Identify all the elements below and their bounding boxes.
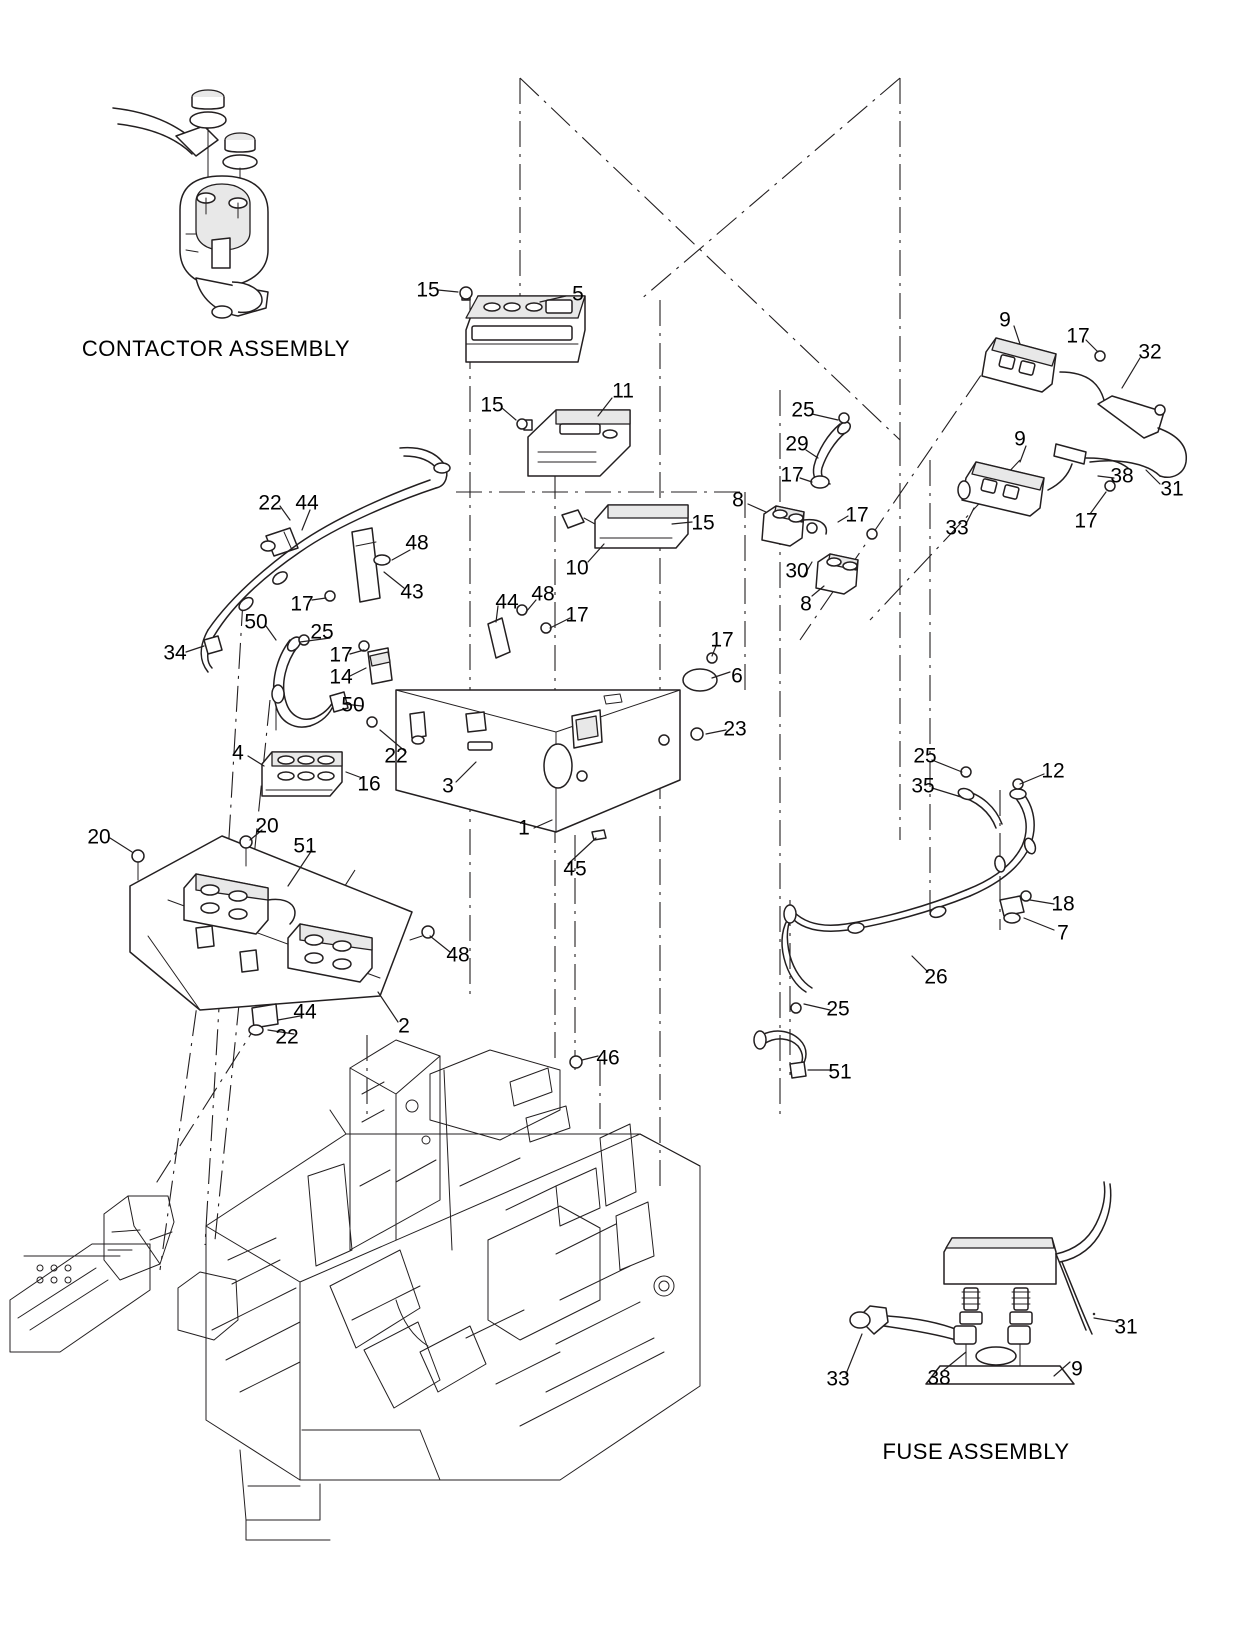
callout-number: 38 bbox=[1110, 464, 1134, 488]
callout-number: 22 bbox=[275, 1025, 299, 1049]
callout-number: 48 bbox=[446, 943, 470, 967]
callout-number: 17 bbox=[329, 643, 353, 667]
callout-number: 15 bbox=[480, 393, 504, 417]
callout-number: 38 bbox=[927, 1366, 951, 1390]
part-8-relay-upper bbox=[762, 506, 826, 546]
callout-number: 8 bbox=[800, 592, 812, 616]
callout-number: 43 bbox=[400, 580, 424, 604]
callout-number: 9 bbox=[1014, 427, 1026, 451]
callout-number: 50 bbox=[244, 610, 268, 634]
callout-number: 5 bbox=[572, 282, 584, 306]
callout-number: 6 bbox=[731, 664, 743, 688]
part-9-fuse-lower bbox=[958, 444, 1128, 516]
callout-number: 12 bbox=[1041, 759, 1065, 783]
callout-number: 44 bbox=[495, 590, 519, 614]
callout-number: 15 bbox=[416, 278, 440, 302]
cable-12-26 bbox=[782, 767, 1037, 992]
callout-number: 34 bbox=[163, 641, 187, 665]
callout-number: 35 bbox=[911, 774, 935, 798]
callout-number: 22 bbox=[384, 744, 408, 768]
callout-number: 15 bbox=[691, 511, 715, 535]
callout-number: 29 bbox=[785, 432, 809, 456]
cable-29 bbox=[811, 413, 853, 488]
part-3-center-panel bbox=[367, 690, 703, 840]
callout-number: 32 bbox=[1138, 340, 1162, 364]
callout-number: 20 bbox=[87, 825, 111, 849]
part-6-grommet bbox=[683, 653, 717, 691]
callout-number: 9 bbox=[999, 308, 1011, 332]
callout-number: 45 bbox=[563, 857, 587, 881]
callout-number: 25 bbox=[310, 620, 334, 644]
callout-number: 44 bbox=[295, 491, 319, 515]
part-11-module bbox=[524, 410, 630, 476]
part-43-bracket bbox=[325, 528, 390, 602]
callout-number: 3 bbox=[442, 774, 454, 798]
callout-number: 18 bbox=[1051, 892, 1075, 916]
callout-number: 2 bbox=[398, 1014, 410, 1038]
callout-number: 30 bbox=[785, 559, 809, 583]
callout-number: 44 bbox=[293, 1000, 317, 1024]
callout-number: 25 bbox=[913, 744, 937, 768]
callout-number: 8 bbox=[732, 488, 744, 512]
part-14-relay bbox=[359, 641, 392, 684]
callout-number: 23 bbox=[723, 717, 747, 741]
machine-frame-outline bbox=[10, 1040, 700, 1540]
callout-number: 33 bbox=[945, 516, 969, 540]
callout-number: 31 bbox=[1114, 1315, 1138, 1339]
callout-number: 50 bbox=[341, 693, 365, 717]
callout-number: 31 bbox=[1160, 477, 1184, 501]
callout-number: 17 bbox=[290, 592, 314, 616]
section-title: CONTACTOR ASSEMBLY bbox=[81, 336, 351, 361]
callout-number: 48 bbox=[405, 531, 429, 555]
fuse-assembly-graphic bbox=[850, 1182, 1111, 1384]
callout-number: 51 bbox=[293, 834, 317, 858]
contactor-assembly-graphic bbox=[113, 90, 268, 318]
callout-number: 16 bbox=[357, 772, 381, 796]
part-4-terminal-block bbox=[262, 752, 342, 796]
callout-number: 33 bbox=[826, 1367, 850, 1391]
part-22-44-clamp-left bbox=[261, 528, 298, 556]
callout-number: 17 bbox=[1066, 324, 1090, 348]
part-10-module bbox=[562, 505, 688, 548]
callout-number: 51 bbox=[828, 1060, 852, 1084]
part-8-relay-lower bbox=[816, 529, 877, 594]
callout-number: 25 bbox=[791, 398, 815, 422]
part-5-controller bbox=[462, 290, 585, 362]
callout-number: 48 bbox=[531, 582, 555, 606]
callout-number: 17 bbox=[780, 463, 804, 487]
callout-number: 17 bbox=[710, 628, 734, 652]
callout-number: 14 bbox=[329, 665, 353, 689]
callout-number: 1 bbox=[518, 816, 530, 840]
callout-number: 46 bbox=[596, 1046, 620, 1070]
callout-number: 9 bbox=[1071, 1357, 1083, 1381]
callout-number: 17 bbox=[565, 603, 589, 627]
callout-number: 22 bbox=[258, 491, 282, 515]
section-title: FUSE ASSEMBLY bbox=[882, 1439, 1070, 1464]
callout-number: 25 bbox=[826, 997, 850, 1021]
callout-number: 7 bbox=[1057, 921, 1069, 945]
callout-number: 4 bbox=[232, 741, 244, 765]
callout-number: 17 bbox=[1074, 509, 1098, 533]
callout-number: 26 bbox=[924, 965, 948, 989]
callout-number: 17 bbox=[845, 503, 869, 527]
callout-number: 11 bbox=[612, 379, 634, 403]
callout-number: 10 bbox=[565, 556, 589, 580]
callout-number: 20 bbox=[255, 814, 279, 838]
